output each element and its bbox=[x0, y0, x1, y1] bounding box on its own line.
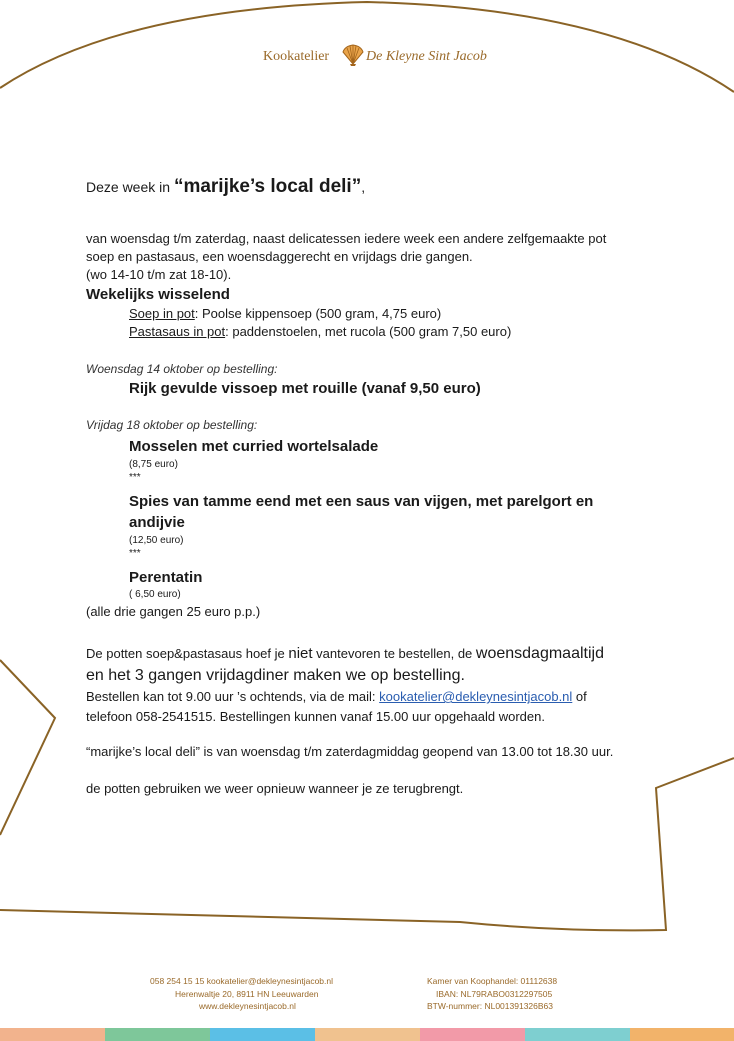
friday-total: (alle drie gangen 25 euro p.p.) bbox=[86, 604, 261, 619]
scallop-shell-icon bbox=[341, 44, 365, 66]
ordering-line-3 bbox=[86, 689, 587, 704]
ordering-text-a: De potten soep&pastasaus hoef je bbox=[86, 646, 289, 661]
pasta-text: : paddenstoelen, met rucola (500 gram 7,50 euro) bbox=[225, 324, 512, 339]
deli-name: “marijke’s local deli” bbox=[173, 176, 362, 197]
color-band-2 bbox=[105, 1028, 210, 1041]
footer-iban: IBAN: NL79RABO0312297505 bbox=[436, 989, 553, 999]
course-3: Perentatin bbox=[129, 569, 203, 586]
weekly-heading: Wekelijks wisselend bbox=[86, 286, 230, 303]
opening-hours: “marijke’s local deli” is van woensdag t/m zaterdagmiddag geopend van 13.00 tot 18.30 uur. bbox=[86, 744, 614, 759]
weekly-soup bbox=[129, 306, 441, 321]
ordering-line-2-end: . bbox=[460, 667, 465, 684]
intro-line-3: (wo 14-10 t/m zat 18-10). bbox=[86, 267, 232, 282]
course-2-price: (12,50 euro) bbox=[129, 535, 184, 546]
ordering-line-4: telefoon 058-2541515. Bestellingen kunnen vanaf 15.00 uur opgehaald worden. bbox=[86, 709, 545, 724]
ordering-text-wednesday-meal: woensdagmaaltijd bbox=[475, 645, 604, 662]
soup-label: Soep in pot bbox=[129, 306, 195, 321]
course-separator-1: *** bbox=[129, 472, 141, 483]
footer-kvk: Kamer van Koophandel: 01112638 bbox=[427, 976, 558, 986]
friday-label: Vrijdag 18 oktober op bestelling: bbox=[86, 418, 258, 432]
footer-contact: 058 254 15 15 kookatelier@dekleynesintjacob.nl bbox=[150, 976, 334, 986]
ordering-line-2-text: en het 3 gangen vrijdagdiner maken we op bestelling bbox=[86, 667, 461, 684]
course-2-line-2: andijvie bbox=[129, 514, 185, 531]
intro-heading bbox=[86, 176, 365, 198]
color-band-3 bbox=[210, 1028, 315, 1041]
wednesday-dish: Rijk gevulde vissoep met rouille (vanaf 9,50 euro) bbox=[129, 380, 481, 397]
weekly-pasta bbox=[129, 324, 511, 339]
color-band-6 bbox=[525, 1028, 630, 1041]
email-link[interactable]: kookatelier@dekleynesintjacob.nl bbox=[379, 689, 573, 704]
intro-prefix: Deze week in bbox=[86, 179, 174, 195]
ordering-text-c: vantevoren te bestellen, de bbox=[312, 646, 476, 661]
course-1: Mosselen met curried wortelsalade bbox=[129, 438, 379, 455]
intro-line-2: soep en pastasaus, een woensdaggerecht en vrijdags drie gangen. bbox=[86, 249, 473, 264]
course-2-line-1: Spies van tamme eend met een saus van vijgen, met parelgort en bbox=[129, 493, 594, 510]
ordering-text-niet: niet bbox=[288, 645, 313, 662]
ordering-line-3-of: of bbox=[572, 689, 587, 704]
footer-btw: BTW-nummer: NL001391326B63 bbox=[427, 1001, 553, 1011]
color-band-1 bbox=[0, 1028, 105, 1041]
pasta-label: Pastasaus in pot bbox=[129, 324, 226, 339]
color-band-7 bbox=[630, 1028, 734, 1041]
reuse-note: de potten gebruiken we weer opnieuw wanneer je ze terugbrengt. bbox=[86, 781, 464, 796]
footer-website: www.dekleynesintjacob.nl bbox=[199, 1001, 296, 1011]
color-band-5 bbox=[420, 1028, 525, 1041]
course-separator-2: *** bbox=[129, 548, 141, 559]
intro-line-1: van woensdag t/m zaterdag, naast delicatessen iedere week een andere zelfgemaakte pot bbox=[86, 231, 607, 246]
ordering-line-2 bbox=[86, 667, 465, 685]
footer-address: Herenwaltje 20, 8911 HN Leeuwarden bbox=[175, 989, 319, 999]
ordering-line-3-text: Bestellen kan tot 9.00 uur ’s ochtends, via de mail: bbox=[86, 689, 380, 704]
ordering-line-1 bbox=[86, 645, 604, 663]
brand-name-right: De Kleyne Sint Jacob bbox=[366, 49, 487, 64]
brand-name-left: Kookatelier bbox=[263, 49, 330, 64]
course-1-price: (8,75 euro) bbox=[129, 459, 178, 470]
wednesday-label: Woensdag 14 oktober op bestelling: bbox=[86, 362, 278, 376]
soup-text: : Poolse kippensoep (500 gram, 4,75 euro) bbox=[194, 306, 442, 321]
color-band-4 bbox=[315, 1028, 420, 1041]
intro-suffix: , bbox=[361, 179, 366, 195]
course-3-price: ( 6,50 euro) bbox=[129, 589, 181, 600]
